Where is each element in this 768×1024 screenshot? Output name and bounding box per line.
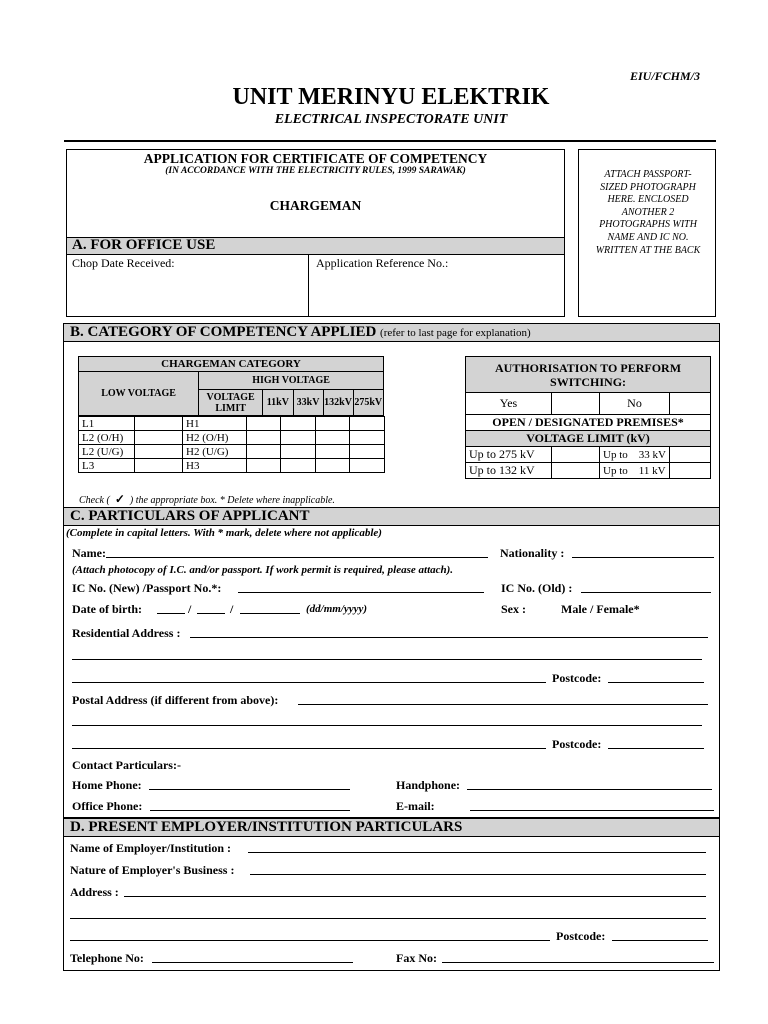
residential-postcode-field[interactable] [608, 682, 704, 683]
home-phone-label: Home Phone: [72, 778, 142, 792]
business-field[interactable] [250, 874, 706, 875]
employer-address-field-3[interactable] [70, 940, 550, 941]
checkbox-h3-33kv[interactable] [281, 459, 316, 473]
office-phone-label: Office Phone: [72, 799, 143, 813]
checkbox-132kv[interactable] [552, 463, 600, 479]
postal-field-1[interactable] [298, 704, 708, 705]
application-type: CHARGEMAN [269, 198, 362, 213]
section-d-header [63, 818, 720, 837]
employer-name-field[interactable] [248, 852, 706, 853]
residential-field-2[interactable] [72, 659, 702, 660]
name-label: Name: [72, 546, 106, 560]
page-subtitle: ELECTRICAL INSPECTORATE UNIT [274, 112, 508, 127]
voltage-limit-header: VOLTAGE LIMIT [199, 390, 263, 416]
handphone-label: Handphone: [396, 778, 461, 792]
low-row-label: L3 [79, 459, 135, 473]
checkbox-h2ug-33kv[interactable] [281, 445, 316, 459]
office-phone-field[interactable] [150, 810, 350, 811]
contact-label: Contact Particulars:- [72, 758, 181, 772]
attach-note: (Attach photocopy of I.C. and/or passport. If work permit is required, please attach). [72, 564, 454, 576]
handphone-field[interactable] [467, 789, 712, 790]
voltage-limit-label: VOLTAGE LIMIT (kV) [466, 431, 711, 447]
residential-postcode-label: Postcode: [552, 671, 602, 685]
ic-old-field[interactable] [581, 592, 711, 593]
checkbox-h3-132kv[interactable] [316, 459, 350, 473]
checkbox-h2ug-275kv[interactable] [350, 445, 385, 459]
postal-field-3[interactable] [72, 748, 546, 749]
telephone-label: Telephone No: [70, 951, 144, 965]
header-divider [64, 140, 716, 142]
sex-label: Sex : [501, 602, 526, 616]
auth-no-checkbox[interactable] [670, 393, 711, 415]
checkbox-h2oh-33kv[interactable] [281, 431, 316, 445]
page-title: UNIT MERINYU ELEKTRIK [232, 84, 550, 110]
form-code: EIU/FCHM/3 [630, 69, 701, 83]
dob-label: Date of birth: [72, 602, 142, 616]
checkbox-11kv[interactable] [670, 463, 711, 479]
section-b-note: (refer to last page for explanation) [380, 327, 531, 339]
section-c-title: C. PARTICULARS OF APPLICANT [70, 508, 310, 524]
checkbox-275kv[interactable] [552, 447, 600, 463]
checkbox-h1-275kv[interactable] [350, 417, 385, 431]
chop-date-label: Chop Date Received: [72, 256, 175, 270]
checkbox-h2ug-11kv[interactable] [247, 445, 281, 459]
auth-row-label: Up to 11 kV [600, 463, 670, 479]
dob-format: (dd/mm/yyyy) [306, 603, 368, 615]
dob-day-field[interactable] [157, 613, 185, 614]
app-ref-label: Application Reference No.: [316, 256, 449, 270]
checkbox-h1-11kv[interactable] [247, 417, 281, 431]
low-voltage-header: LOW VOLTAGE [79, 372, 199, 416]
section-d-body [63, 837, 720, 971]
low-row-label: L2 (O/H) [79, 431, 135, 445]
category-title: CHARGEMAN CATEGORY [79, 357, 384, 372]
auth-row-label: Up to 132 kV [466, 463, 552, 479]
email-label: E-mail: [396, 799, 435, 813]
postal-field-2[interactable] [72, 725, 702, 726]
employer-postcode-label: Postcode: [556, 929, 606, 943]
premises-label: OPEN / DESIGNATED PREMISES* [466, 415, 711, 431]
checkbox-h1-33kv[interactable] [281, 417, 316, 431]
checkbox-l3[interactable] [135, 459, 183, 473]
high-row-label: H2 (O/H) [183, 431, 247, 445]
low-row-label: L2 (U/G) [79, 445, 135, 459]
postal-postcode-label: Postcode: [552, 737, 602, 751]
checkbox-33kv[interactable] [670, 447, 711, 463]
col-11kv: 11kV [263, 390, 293, 415]
auth-row-label: Up to 33 kV [600, 447, 670, 463]
chargeman-category-table [78, 356, 384, 416]
email-field[interactable] [470, 810, 714, 811]
high-row-label: H2 (U/G) [183, 445, 247, 459]
ic-new-label: IC No. (New) /Passport No.*: [72, 581, 222, 595]
checkbox-h2oh-275kv[interactable] [350, 431, 385, 445]
checkbox-h2oh-11kv[interactable] [247, 431, 281, 445]
high-voltage-header: HIGH VOLTAGE [199, 372, 384, 390]
section-b-header [63, 323, 720, 342]
check-note-post: ) the appropriate box. * Delete where inapplicable. [129, 495, 335, 506]
postal-label: Postal Address (if different from above): [72, 693, 279, 707]
checkbox-h3-275kv[interactable] [350, 459, 385, 473]
check-note-pre: Check ( [79, 495, 110, 506]
category-rows [78, 416, 385, 473]
check-note [79, 492, 335, 507]
col-275kv: 275kV [354, 397, 383, 408]
checkbox-l2-ug[interactable] [135, 445, 183, 459]
dob-year-field[interactable] [240, 613, 300, 614]
residential-label: Residential Address : [72, 626, 181, 640]
checkbox-l2-oh[interactable] [135, 431, 183, 445]
section-a-divider [308, 255, 309, 317]
auth-yes-checkbox[interactable] [552, 393, 600, 415]
authorisation-table [465, 356, 711, 479]
checkbox-h3-11kv[interactable] [247, 459, 281, 473]
checkbox-l1[interactable] [135, 417, 183, 431]
residential-field-3[interactable] [72, 682, 546, 683]
auth-no-label: No [600, 393, 670, 415]
nationality-field[interactable] [572, 557, 714, 558]
checkbox-h1-132kv[interactable] [316, 417, 350, 431]
employer-address-field-2[interactable] [70, 918, 706, 919]
business-label: Nature of Employer's Business : [70, 863, 235, 877]
section-d-title: D. PRESENT EMPLOYER/INSTITUTION PARTICULARS [70, 819, 463, 835]
application-title: APPLICATION FOR CERTIFICATE OF COMPETENCY [143, 151, 488, 166]
check-mark-icon: ✓ [114, 492, 125, 506]
col-132kv: 132kV [323, 390, 353, 415]
high-row-label: H1 [183, 417, 247, 431]
col-33kv: 33kV [293, 390, 323, 415]
employer-postcode-field[interactable] [612, 940, 708, 941]
section-c-header [63, 507, 720, 526]
application-subtitle: (IN ACCORDANCE WITH THE ELECTRICITY RULES, 1999 SARAWAK) [165, 166, 466, 176]
section-c-instruction: (Complete in capital letters. With * mark, delete where not applicable) [66, 527, 382, 539]
checkbox-h2oh-132kv[interactable] [316, 431, 350, 445]
photo-instructions: ATTACH PASSPORT- SIZED PHOTOGRAPH HERE. ENCLOSED ANOTHER 2 PHOTOGRAPHS WITH NAME AND IC NO. WRITTEN AT THE BACK [595, 169, 701, 256]
checkbox-h2ug-132kv[interactable] [316, 445, 350, 459]
employer-address-label: Address : [70, 885, 119, 899]
telephone-field[interactable] [152, 962, 353, 963]
nationality-label: Nationality : [500, 546, 565, 560]
ic-old-label: IC No. (Old) : [501, 581, 573, 595]
auth-yes-label: Yes [466, 393, 552, 415]
dob-month-field[interactable] [197, 613, 225, 614]
employer-name-label: Name of Employer/Institution : [70, 841, 231, 855]
section-b-title: B. CATEGORY OF COMPETENCY APPLIED [70, 324, 377, 340]
name-field[interactable] [106, 557, 488, 558]
sex-options[interactable]: Male / Female* [561, 602, 640, 616]
fax-field[interactable] [442, 962, 714, 963]
fax-label: Fax No: [396, 951, 437, 965]
high-row-label: H3 [183, 459, 247, 473]
employer-address-field-1[interactable] [124, 896, 706, 897]
section-a-title: A. FOR OFFICE USE [72, 237, 216, 253]
postal-postcode-field[interactable] [608, 748, 704, 749]
ic-new-field[interactable] [238, 592, 484, 593]
home-phone-field[interactable] [149, 789, 350, 790]
auth-row-label: Up to 275 kV [466, 447, 552, 463]
auth-title: AUTHORISATION TO PERFORM SWITCHING: [466, 357, 711, 393]
low-row-label: L1 [79, 417, 135, 431]
residential-field-1[interactable] [190, 637, 708, 638]
